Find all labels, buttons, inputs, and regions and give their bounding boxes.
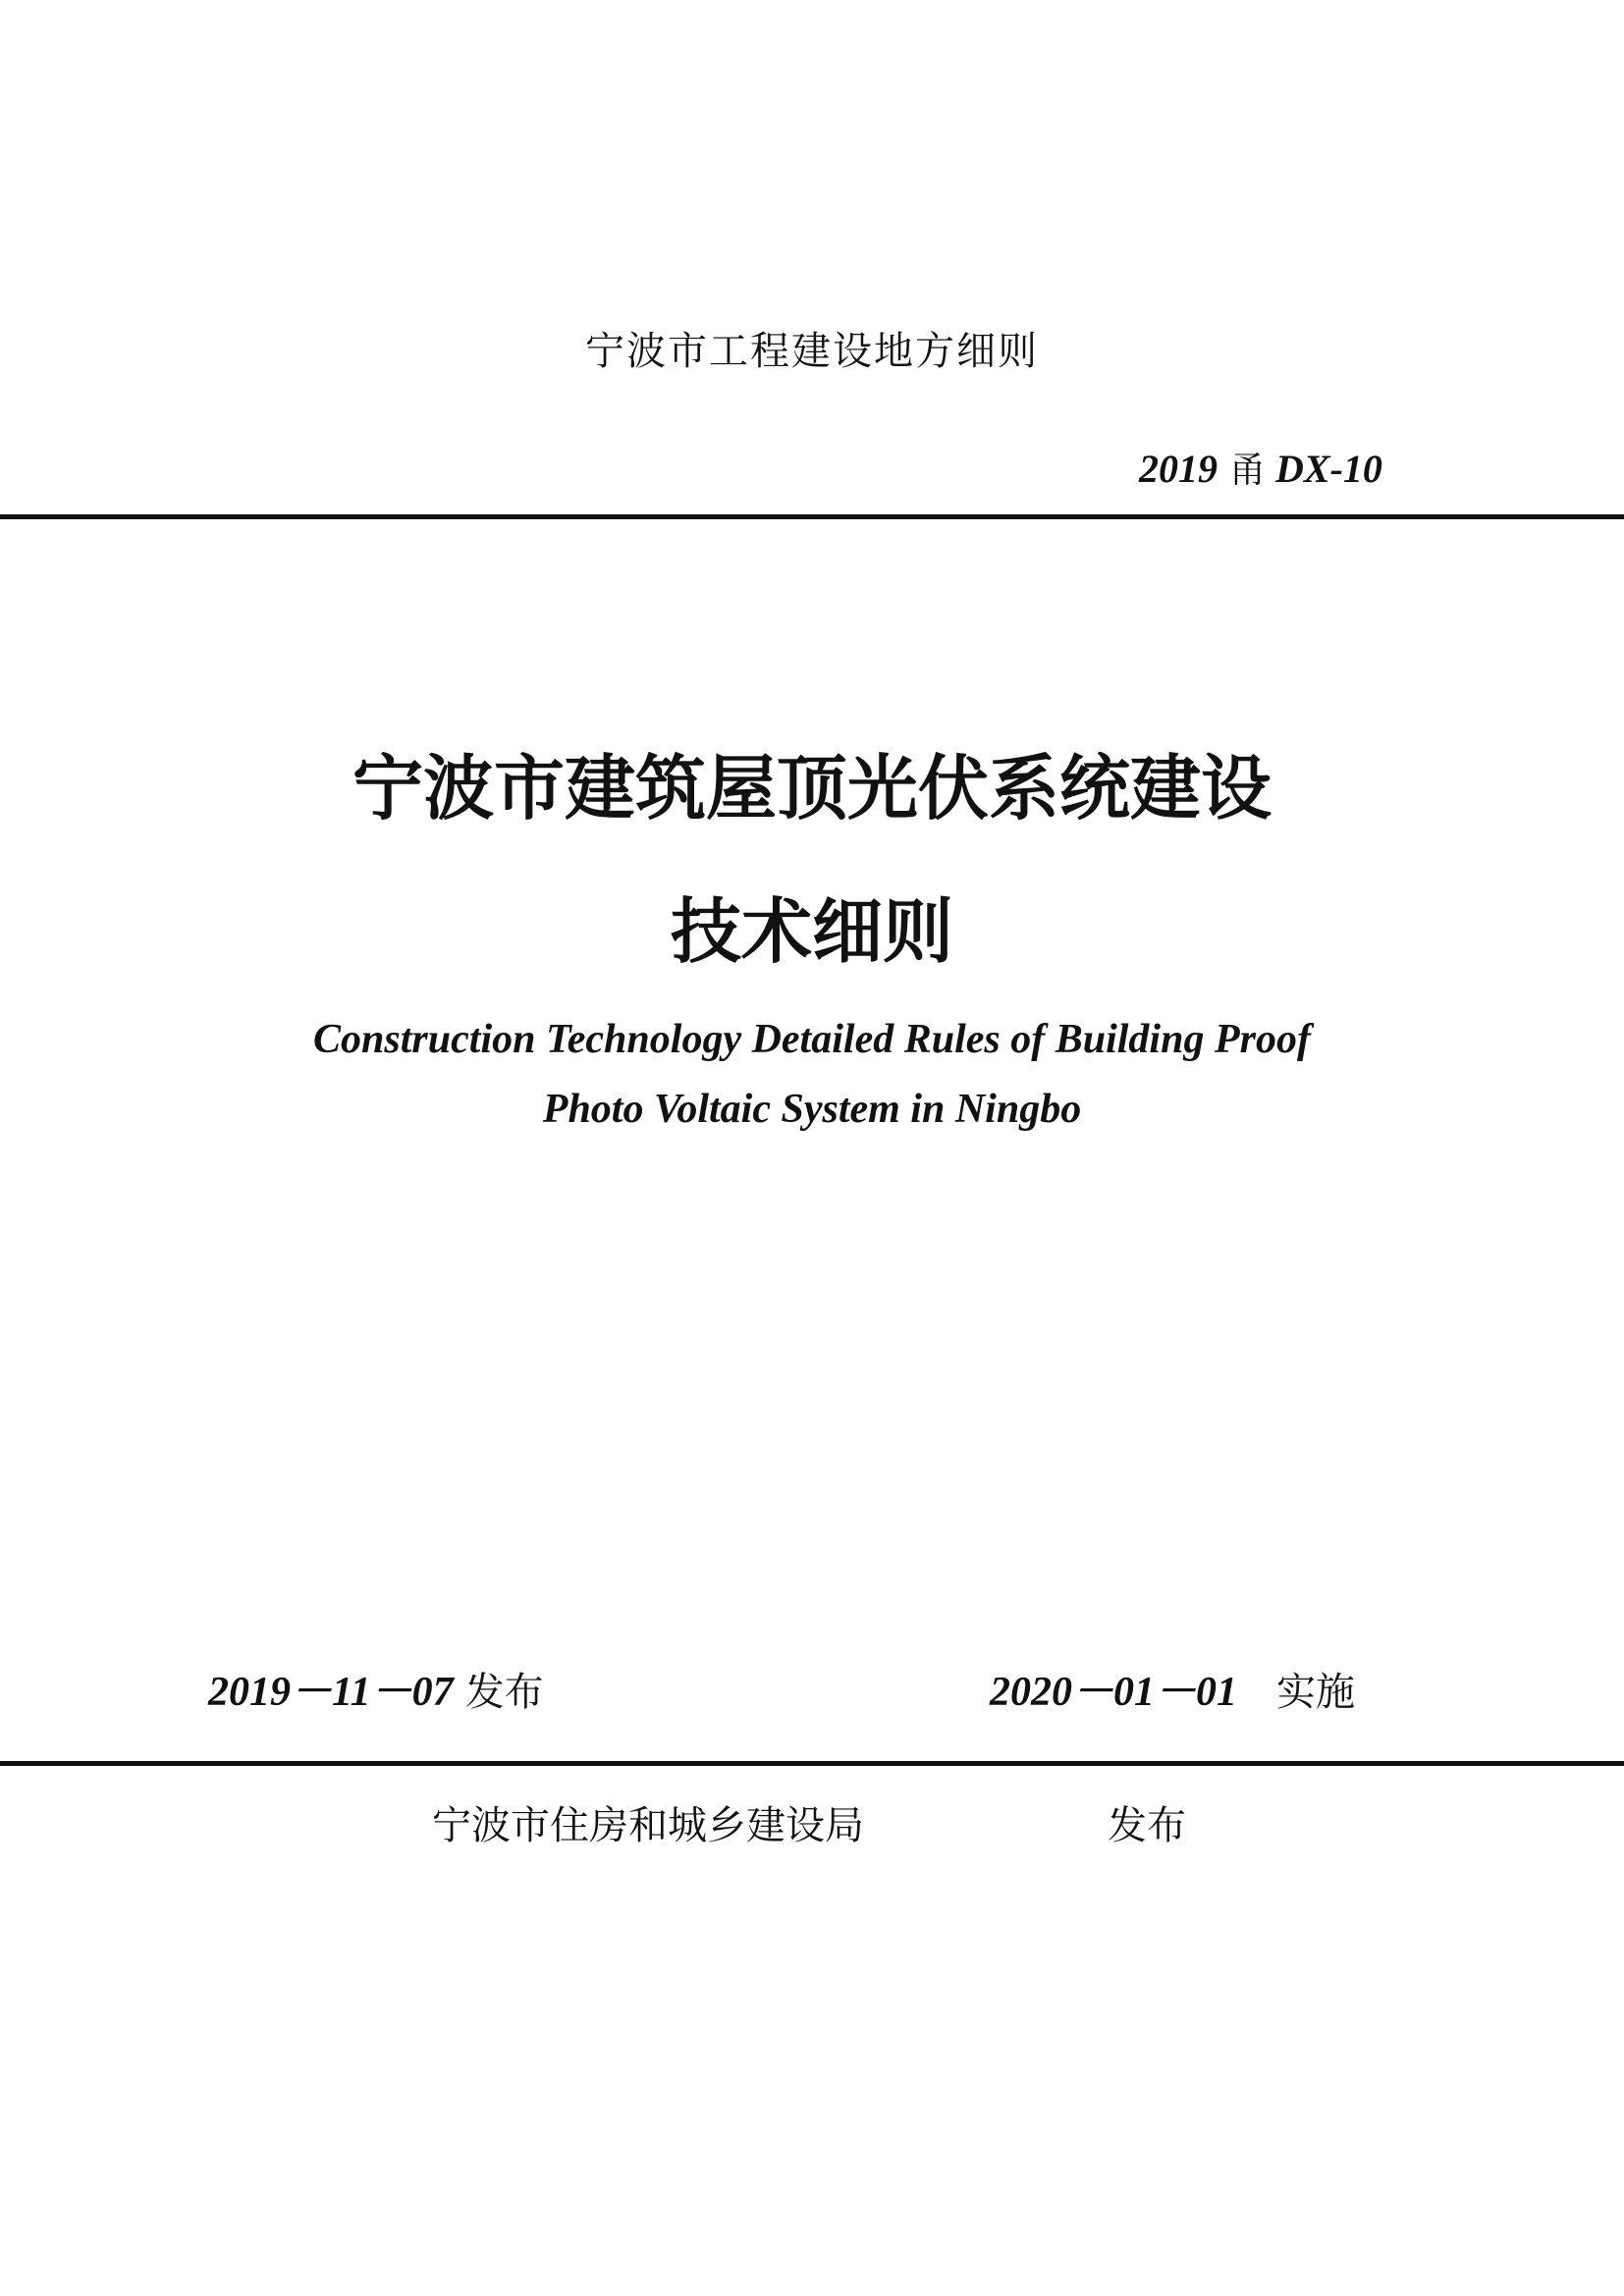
publisher-action: 发布 [1108,1803,1186,1848]
english-title-line2: Photo Voltaic System in Ningbo [542,1087,1082,1132]
english-title-line1: Construction Technology Detailed Rules of Building Proof [313,1017,1311,1062]
standard-series: 宁波市工程建设地方细则 [585,329,1039,374]
issue-label: 发布 [464,1670,544,1715]
implement-date: 2020－01－01 [990,1670,1238,1715]
implement-date-block [990,1665,1355,1720]
code-year: 2019 [1139,447,1218,491]
publisher-name: 宁波市住房和城乡建设局 [432,1803,864,1848]
issue-date: 2019－11－07 [208,1670,454,1715]
top-divider [0,514,1624,519]
code-mid: 甬 [1229,449,1266,491]
issue-date-block [208,1665,544,1720]
standard-code [1139,444,1382,496]
bottom-divider [0,1761,1624,1766]
document-title-line2: 技术细则 [670,890,953,973]
code-id: DX-10 [1275,447,1382,491]
document-title-line1: 宁波市建筑屋顶光伏系统建设 [352,747,1272,829]
implement-label: 实施 [1276,1670,1356,1715]
